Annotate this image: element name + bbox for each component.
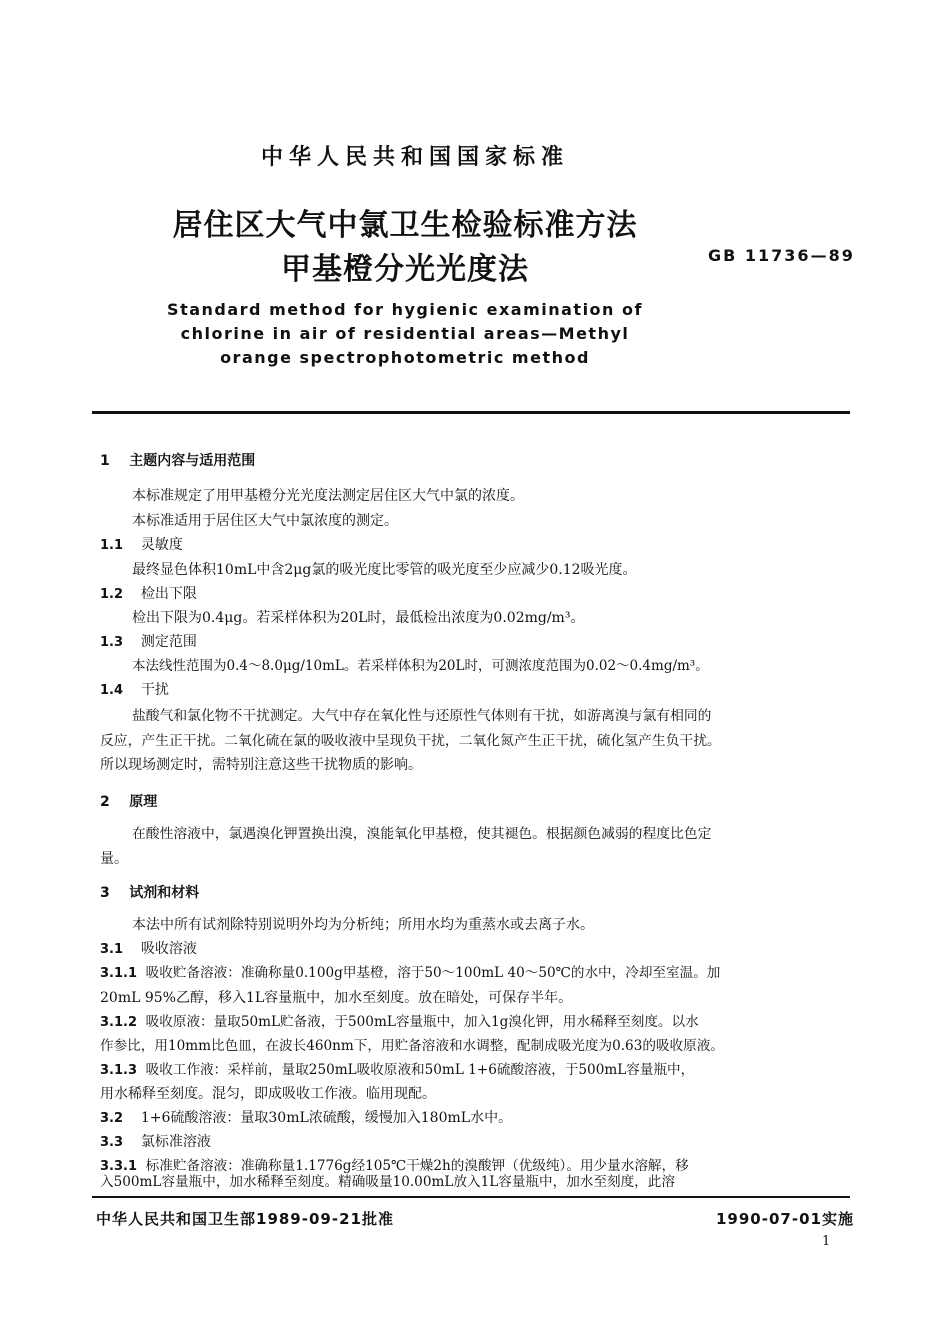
subsection-3-1-heading — [100, 939, 197, 960]
paragraph-line: 所以现场测定时，需特别注意这些干扰物质的影响。 — [100, 757, 422, 773]
subsection-title: 吸收溶液 — [140, 941, 197, 957]
title-chinese-line2: 甲基橙分光光度法 — [281, 252, 529, 287]
implementation-date: 1990-07-01实施 — [716, 1210, 854, 1228]
paragraph: 本法线性范围为0.4～8.0μg/10mL。若采样体积为20L时，可测浓度范围为0.02～0.4mg/m³。 — [132, 658, 709, 674]
clause-text: 吸收贮备溶液：准确称量0.100g甲基橙，溶于50～100mL 40～50℃的水中，冷却至室温。加 — [145, 965, 721, 981]
clause-3-2 — [100, 1108, 512, 1129]
title-chinese-line1: 居住区大气中氯卫生检验标准方法 — [172, 208, 638, 243]
section-number: 1 — [100, 453, 110, 469]
paragraph: 最终显色体积10mL中含2μg氯的吸光度比零管的吸光度至少应减少0.12吸光度。 — [132, 562, 637, 578]
paragraph-line: 量。 — [100, 851, 128, 867]
paragraph-line: 20mL 95%乙醇，移入1L容量瓶中，加水至刻度。放在暗处，可保存半年。 — [100, 990, 573, 1006]
section-3-heading — [100, 882, 199, 902]
clause-text: 1+6硫酸溶液：量取30mL浓硫酸，缓慢加入180mL水中。 — [140, 1110, 513, 1126]
subsection-title: 氯标准溶液 — [140, 1134, 211, 1150]
paragraph-line: 盐酸气和氯化物不干扰测定。大气中存在氧化性与还原性气体则有干扰，如游离溴与氯有相同的 — [132, 708, 712, 724]
subsection-number: 1.4 — [100, 683, 124, 698]
paragraph-line: 作参比，用10mm比色皿，在波长460nm下，用贮备溶液和水调整，配制成吸光度为0.63的吸收原液。 — [100, 1038, 724, 1054]
subsection-1-4-heading — [100, 680, 169, 701]
clause-number: 3.2 — [100, 1111, 124, 1126]
section-1-heading — [100, 450, 255, 470]
subsection-1-1-heading — [100, 535, 183, 556]
clause-text: 吸收工作液：采样前，量取250mL吸收原液和50mL 1+6硫酸溶液，于500mL容量瓶中， — [145, 1062, 695, 1078]
paragraph-line: 在酸性溶液中，氯遇溴化钾置换出溴，溴能氧化甲基橙，使其褪色。根据颜色减弱的程度比色定 — [132, 826, 712, 842]
approval-date: 中华人民共和国卫生部1989-09-21批准 — [96, 1210, 394, 1228]
paragraph: 本标准规定了用甲基橙分光光度法测定居住区大气中氯的浓度。 — [132, 488, 524, 504]
section-number: 2 — [100, 794, 110, 810]
paragraph: 本法中所有试剂除特别说明外均为分析纯；所用水均为重蒸水或去离子水。 — [132, 917, 594, 933]
subsection-title: 灵敏度 — [140, 537, 183, 553]
section-title: 主题内容与适用范围 — [129, 453, 256, 469]
clause-number: 3.3.1 — [100, 1159, 138, 1174]
subsection-number: 3.3 — [100, 1135, 124, 1150]
clause-number: 3.1.2 — [100, 1015, 138, 1030]
subsection-1-2-heading — [100, 584, 197, 605]
subsection-number: 1.3 — [100, 635, 124, 650]
top-divider — [92, 411, 850, 414]
subsection-title: 检出下限 — [140, 586, 197, 602]
title-english-line2: chlorine in air of residential areas—Methyl — [180, 324, 630, 343]
clause-3-1-2 — [100, 1012, 699, 1033]
title-english-line3: orange spectrophotometric method — [220, 348, 590, 367]
subsection-number: 1.1 — [100, 538, 124, 553]
bottom-divider — [92, 1196, 850, 1198]
clause-text: 标准贮备溶液：准确称量1.1776g经105℃干燥2h的溴酸钾（优级纯）。用少量水溶解，移 — [145, 1158, 689, 1174]
section-number: 3 — [100, 885, 110, 901]
subsection-title: 干扰 — [140, 682, 169, 698]
paragraph: 本标准适用于居住区大气中氯浓度的测定。 — [132, 513, 398, 529]
clause-number: 3.1.1 — [100, 966, 138, 981]
paragraph-line: 反应，产生正干扰。二氧化硫在氯的吸收液中呈现负干扰，二氧化氮产生正干扰，硫化氢产生负干扰。 — [100, 733, 721, 749]
section-2-heading — [100, 791, 157, 811]
clause-3-1-1 — [100, 963, 720, 984]
clause-number: 3.1.3 — [100, 1063, 138, 1078]
document-header: 中华人民共和国国家标准 — [260, 144, 569, 170]
subsection-number: 3.1 — [100, 942, 124, 957]
standard-code: GB 11736—89 — [708, 246, 855, 265]
subsection-number: 1.2 — [100, 587, 124, 602]
paragraph: 检出下限为0.4μg。若采样体积为20L时，最低检出浓度为0.02mg/m³。 — [132, 610, 585, 626]
clause-3-1-3 — [100, 1060, 694, 1081]
subsection-1-3-heading — [100, 632, 197, 653]
subsection-title: 测定范围 — [140, 634, 197, 650]
page-number: 1 — [822, 1234, 831, 1249]
paragraph-line: 用水稀释至刻度。混匀，即成吸收工作液。临用现配。 — [100, 1086, 436, 1102]
subsection-3-3-heading — [100, 1132, 211, 1153]
section-title: 原理 — [129, 794, 158, 810]
title-english-line1: Standard method for hygienic examination of — [167, 300, 643, 319]
clause-text: 吸收原液：量取50mL贮备液，于500mL容量瓶中，加入1g溴化钾，用水稀释至刻度。以水 — [145, 1014, 699, 1030]
paragraph-line: 入500mL容量瓶中，加水稀释至刻度。精确吸量10.00mL放入1L容量瓶中，加水至刻度，此溶 — [100, 1174, 675, 1190]
section-title: 试剂和材料 — [129, 885, 200, 901]
